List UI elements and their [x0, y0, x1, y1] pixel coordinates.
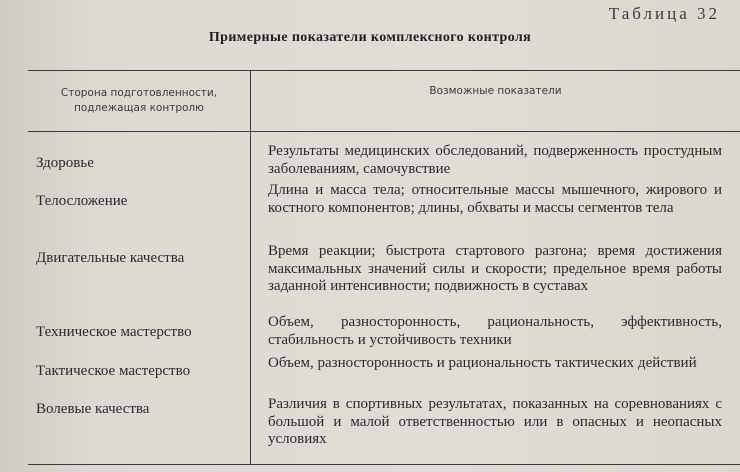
row-label-volitional-qualities: Волевые качества [36, 401, 150, 417]
table-bottom-rule [28, 464, 740, 465]
table-number: Таблица 32 [608, 4, 720, 23]
row-value-physique: Длина и масса тела; относительные массы мышечного, жирового и костного компонентов; длины, обхваты и массы сегментов тела [268, 182, 722, 216]
column-divider [250, 70, 251, 465]
column-header-aspect-line2: подлежащая контролю [74, 102, 204, 114]
row-value-volitional-qualities: Различия в спортивных результатах, показанных на соревнованиях с большой и малой ответственностью или в опасных и неопасных условиях [268, 396, 722, 447]
row-label-motor-qualities: Двигательные качества [36, 250, 185, 266]
header-rule [28, 131, 740, 132]
table-top-rule [28, 70, 740, 71]
row-label-health: Здоровье [36, 155, 94, 171]
row-value-technical-skill: Объем, разносторонность, рациональность, эффективность, стабильность и устойчивость техники [268, 314, 722, 348]
column-header-aspect-line1: Сторона подготовленности, [60, 87, 218, 99]
row-label-tactical-skill: Тактическое мастерство [36, 363, 191, 379]
row-value-motor-qualities: Время реакции; быстрота стартового разгона; время достижения максимальных значений силы и скорости; предельное время работы заданной интенсивности; подвижность в суставах [268, 243, 722, 294]
row-value-tactical-skill: Объем, разносторонность и рациональность тактических действий [268, 355, 697, 371]
table-title: Примерные показатели комплексного контроля [208, 30, 532, 45]
column-header-indicators: Возможные показатели [429, 85, 562, 97]
row-value-health: Результаты медицинских обследований, подверженность простудным заболеваниям, самочувствие [268, 143, 722, 177]
column-header-aspect [28, 86, 250, 116]
row-label-physique: Телосложение [36, 193, 128, 209]
row-label-technical-skill: Техническое мастерство [36, 324, 192, 340]
